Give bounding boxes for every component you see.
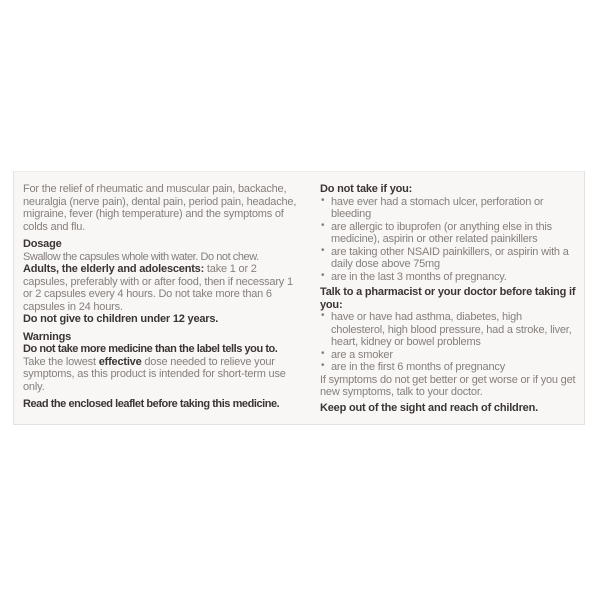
keep-out-of-reach-text: Keep out of the sight and reach of children. xyxy=(320,401,538,414)
lowest-dose-effective: effective xyxy=(98,355,142,368)
list-item: • are a smoker xyxy=(320,349,578,362)
label-right-column xyxy=(320,183,578,416)
label-left-column xyxy=(23,183,300,416)
dosage-adults-lead: Adults, the elderly and adolescents: xyxy=(23,263,205,275)
dosage-heading: Dosage xyxy=(23,238,62,250)
list-item: • are in the last 3 months of pregnancy. xyxy=(320,271,578,284)
read-leaflet-text: Read the enclosed leaflet before taking this medicine. xyxy=(23,398,280,410)
warnings-heading: Warnings xyxy=(23,330,72,343)
do-not-take-list xyxy=(320,196,578,284)
list-item: • are taking other NSAID painkillers, or aspirin with a daily dose above 75mg xyxy=(320,246,578,271)
dosage-children-warning: Do not give to children under 12 years. xyxy=(23,313,219,325)
dosage-adults-text xyxy=(23,263,300,313)
talk-to-pharmacist-list xyxy=(320,311,578,374)
symptoms-note-text: If symptoms do not get better or get worse or if you get new symptoms, talk to your doctor. xyxy=(320,373,576,398)
list-item: • have ever had a stomach ulcer, perforation or bleeding xyxy=(320,196,578,221)
medicine-label-panel xyxy=(13,171,585,425)
indications-text: For the relief of rheumatic and muscular pain, backache, neuralgia (nerve pain), dental pain, period pain, headache, migraine, fever (high temperature) and the symptoms of colds and flu. xyxy=(23,183,297,233)
do-not-take-heading: Do not take if you: xyxy=(320,183,413,195)
talk-to-pharmacist-heading: Talk to a pharmacist or your doctor before taking if you: xyxy=(320,286,576,311)
lowest-dose-pre: Take the lowest xyxy=(23,355,99,368)
dosage-swallow-text: Swallow the capsules whole with water. Do not chew. xyxy=(23,250,259,263)
warnings-lowest-dose-text xyxy=(23,356,300,394)
lowest-dose-post: dose needed to relieve your symptoms, as this product is intended for short-term use only. xyxy=(23,355,286,393)
list-item: • are allergic to ibuprofen (or anything else in this medicine), aspirin or other related painkillers xyxy=(320,221,578,246)
dosage-adults-rest: take 1 or 2 capsules, preferably with or after food, then if necessary 1 or 2 capsules every 4 hours. Do not take more than 6 capsules in 24 hours. xyxy=(23,263,293,313)
list-item: • are in the first 6 months of pregnancy xyxy=(320,361,578,374)
warnings-no-more-text: Do not take more medicine than the label tells you to. xyxy=(23,343,278,355)
list-item: • have or have had asthma, diabetes, high cholesterol, high blood pressure, had a stroke, liver, heart, kidney or bowel problems xyxy=(320,311,578,349)
